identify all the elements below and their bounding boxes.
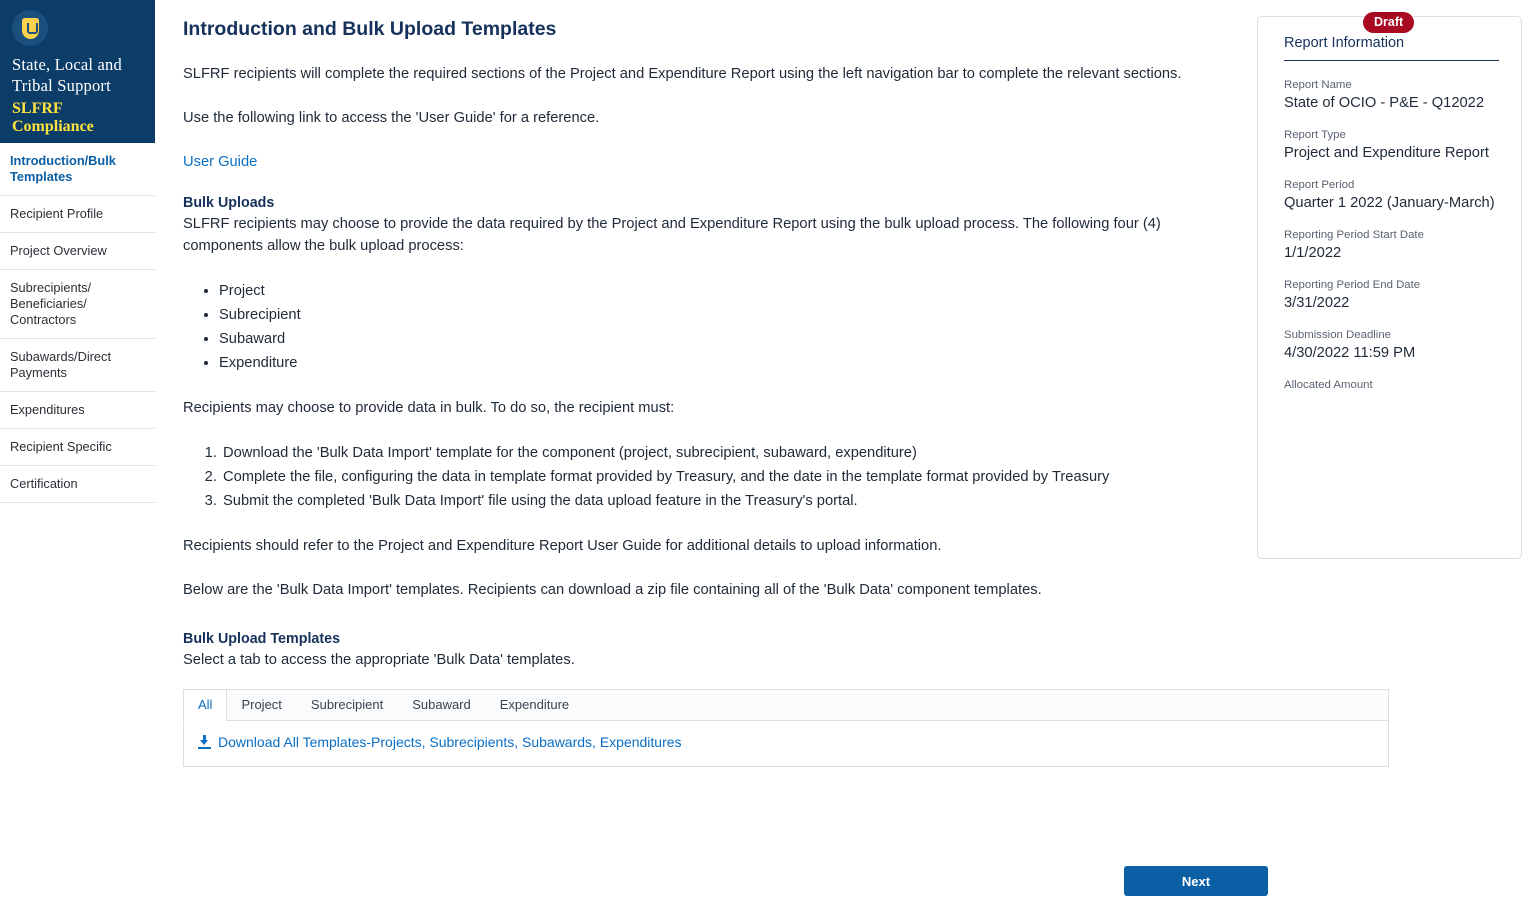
list-item: 3. Submit the completed 'Bulk Data Import' file using the data upload feature in the Treasury's portal. — [221, 489, 1243, 513]
sidebar-nav — [0, 143, 155, 503]
field-value: State of OCIO - P&E - Q12022 — [1284, 95, 1485, 111]
list-item: • Expenditure — [219, 351, 1243, 375]
sidebar-item-recipient-profile[interactable]: Recipient Profile — [0, 196, 155, 233]
sidebar-item-expenditures[interactable]: Expenditures — [0, 392, 155, 429]
templates-tab-container — [183, 689, 1389, 767]
bulk-uploads-paragraph: SLFRF recipients may choose to provide the data required by the Project and Expenditure Report using the bulk upload process. The following four (4) components allow the bulk upload process: — [183, 216, 1161, 254]
tab-subrecipient[interactable]: Subrecipient — [310, 697, 384, 712]
field-label: Report Name — [1284, 79, 1352, 91]
intro-paragraph: SLFRF recipients will complete the required sections of the Project and Expenditure Report using the left navigation bar to complete the relevant sections. — [183, 66, 1182, 82]
field-value: 4/30/2022 11:59 PM — [1284, 345, 1416, 361]
list-item: • Project — [219, 279, 1243, 303]
field-value: Project and Expenditure Report — [1284, 145, 1489, 161]
field-reporting-period-end-date — [1284, 279, 1499, 313]
field-value: 3/31/2022 — [1284, 295, 1350, 311]
list-item: 1. Download the 'Bulk Data Import' template for the component (project, subrecipient, subaward, expenditure) — [221, 441, 1243, 465]
sidebar-item-subawards-direct-payments[interactable]: Subawards/Direct Payments — [0, 339, 155, 392]
brand-title: State, Local and Tribal Support — [12, 55, 122, 95]
list-item: • Subaward — [219, 327, 1243, 351]
templates-tablist — [184, 690, 1388, 721]
field-report-type — [1284, 129, 1499, 163]
sidebar-item-introduction-bulk-templates[interactable]: Introduction/Bulk Templates — [0, 143, 155, 196]
user-guide-link[interactable]: User Guide — [183, 154, 258, 170]
next-button[interactable]: Next — [1124, 866, 1268, 896]
templates-heading: Bulk Upload Templates — [183, 631, 341, 647]
status-badge: Draft — [1363, 12, 1414, 33]
sidebar-item-project-overview[interactable]: Project Overview — [0, 233, 155, 270]
tab-expenditure[interactable]: Expenditure — [499, 697, 570, 712]
below-paragraph: Below are the 'Bulk Data Import' templates. Recipients can download a zip file containing all of the 'Bulk Data' component templates. — [183, 582, 1042, 598]
field-label: Reporting Period Start Date — [1284, 229, 1424, 241]
shield-icon — [22, 18, 39, 39]
field-allocated-amount — [1284, 379, 1499, 391]
field-label: Allocated Amount — [1284, 379, 1373, 391]
brand-header — [0, 0, 155, 143]
report-information-card — [1257, 16, 1522, 559]
list-item: 2. Complete the file, configuring the data in template format provided by Treasury, and the date in the template format provided by Treasury — [221, 465, 1243, 489]
templates-subtext: Select a tab to access the appropriate 'Bulk Data' templates. — [183, 652, 575, 668]
page-title: Introduction and Bulk Upload Templates — [183, 18, 557, 40]
guide-paragraph: Use the following link to access the 'User Guide' for a reference. — [183, 110, 600, 126]
field-label: Report Type — [1284, 129, 1346, 141]
components-list — [183, 279, 1243, 375]
sidebar-item-subrecipients-beneficiaries-contractors[interactable]: Subrecipients/ Beneficiaries/ Contractors — [0, 270, 155, 339]
bulk-uploads-heading: Bulk Uploads — [183, 195, 275, 211]
sidebar-item-certification[interactable]: Certification — [0, 466, 155, 503]
user-guide-link-wrap — [183, 151, 1228, 173]
field-submission-deadline — [1284, 329, 1499, 363]
field-value: Quarter 1 2022 (January-March) — [1284, 195, 1495, 211]
field-reporting-period-start-date — [1284, 229, 1499, 263]
field-report-period — [1284, 179, 1499, 213]
brand-subtitle: SLFRF Compliance — [12, 100, 94, 135]
field-label: Submission Deadline — [1284, 329, 1392, 341]
report-information-title: Report Information — [1284, 35, 1499, 61]
templates-tabpanel — [184, 721, 1388, 766]
steps-list — [183, 441, 1243, 513]
refer-paragraph: Recipients should refer to the Project and Expenditure Report User Guide for additional details to upload information. — [183, 538, 942, 554]
sidebar — [0, 0, 155, 903]
tab-project[interactable]: Project — [241, 697, 282, 712]
download-icon — [198, 735, 211, 749]
field-value: 1/1/2022 — [1284, 245, 1342, 261]
field-report-name — [1284, 79, 1499, 113]
field-label: Report Period — [1284, 179, 1355, 191]
list-item: • Subrecipient — [219, 303, 1243, 327]
steps-intro-paragraph: Recipients may choose to provide data in bulk. To do so, the recipient must: — [183, 400, 675, 416]
field-label: Reporting Period End Date — [1284, 279, 1421, 291]
tab-subaward[interactable]: Subaward — [412, 697, 471, 712]
sidebar-item-recipient-specific[interactable]: Recipient Specific — [0, 429, 155, 466]
main-content — [183, 0, 1243, 889]
agency-seal-icon — [12, 10, 48, 46]
tab-all[interactable]: All — [183, 690, 227, 721]
download-all-templates-link[interactable]: Download All Templates-Projects, Subrecipients, Subawards, Expenditures — [218, 734, 682, 750]
